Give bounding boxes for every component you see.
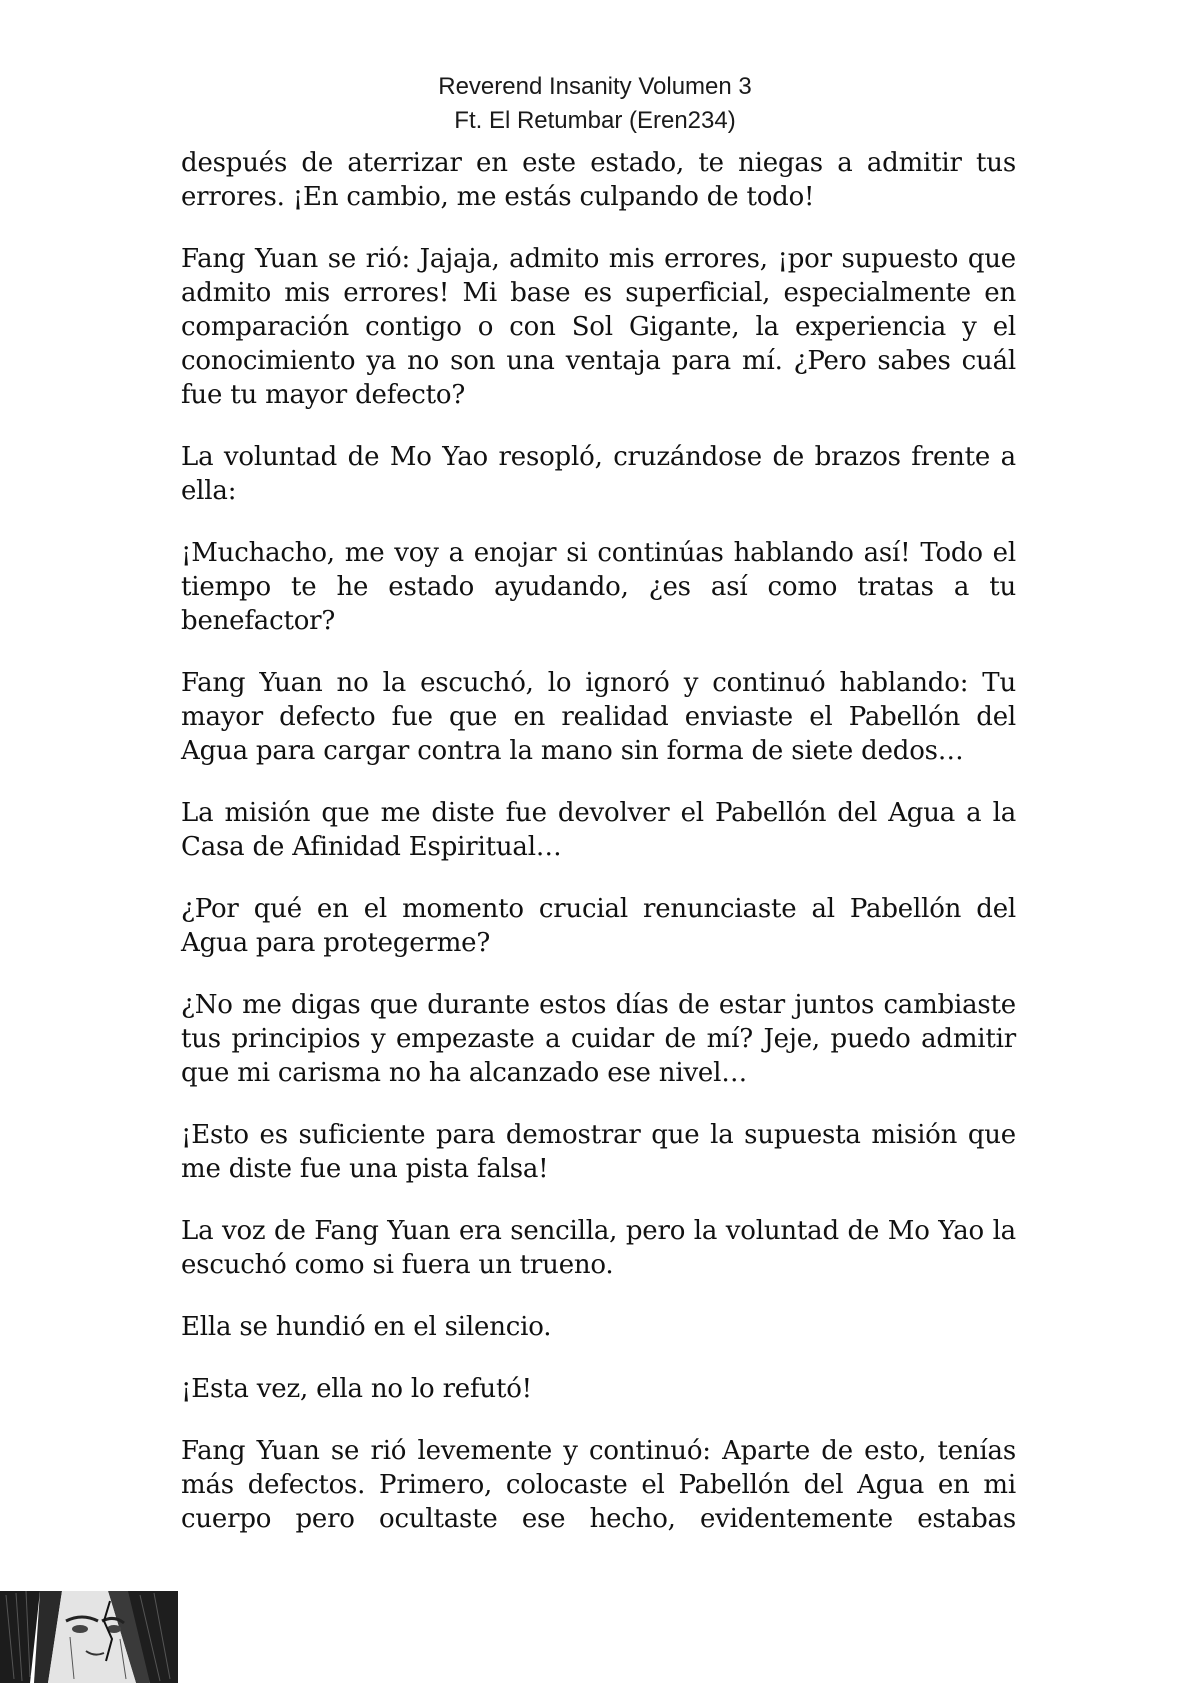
paragraph: ¡Esto es suficiente para demostrar que la supuesta misión que me diste fue una pista falsa! (181, 1120, 1016, 1184)
paragraph: La voz de Fang Yuan era sencilla, pero la voluntad de Mo Yao la escuchó como si fuera un trueno. (181, 1216, 1016, 1280)
page-header (0, 70, 1190, 138)
paragraph: Fang Yuan se rió: Jajaja, admito mis errores, ¡por supuesto que admito mis errores! Mi base es superficial, especialmente en comparación contigo o con Sol Gigante, la experiencia y el conocimiento ya no son una ventaja para mí. ¿Pero sabes cuál fue tu mayor defecto? (181, 244, 1016, 410)
header-subtitle: Ft. El Retumbar (Eren234) (454, 107, 736, 134)
paragraph: ¿No me digas que durante estos días de estar juntos cambiaste tus principios y empezaste a cuidar de mí? Jeje, puedo admitir que mi carisma no ha alcanzado ese nivel… (181, 990, 1016, 1088)
paragraph: La voluntad de Mo Yao resopló, cruzándose de brazos frente a ella: (181, 442, 1016, 506)
paragraph: La misión que me diste fue devolver el Pabellón del Agua a la Casa de Afinidad Espiritual… (181, 798, 1016, 862)
paragraph: ¡Muchacho, me voy a enojar si continúas hablando así! Todo el tiempo te he estado ayudando, ¿es así como tratas a tu benefactor? (181, 538, 1016, 636)
paragraph: Fang Yuan se rió levemente y continuó: Aparte de esto, tenías más defectos. Primero, colocaste el Pabellón del Agua en mi cuerpo pero ocultaste ese hecho, evidentemente estabas (181, 1436, 1016, 1534)
paragraph: Fang Yuan no la escuchó, lo ignoró y continuó hablando: Tu mayor defecto fue que en realidad enviaste el Pabellón del Agua para cargar contra la mano sin forma de siete dedos… (181, 668, 1016, 766)
manga-illustration (0, 1591, 178, 1683)
paragraph: Ella se hundió en el silencio. (181, 1312, 552, 1342)
paragraph: ¡Esta vez, ella no lo refutó! (181, 1374, 532, 1404)
header-title: Reverend Insanity Volumen 3 (438, 73, 752, 100)
body-text (181, 146, 1016, 1536)
paragraph: ¿Por qué en el momento crucial renunciaste al Pabellón del Agua para protegerme? (181, 894, 1016, 958)
paragraph: después de aterrizar en este estado, te niegas a admitir tus errores. ¡En cambio, me estás culpando de todo! (181, 148, 1016, 212)
